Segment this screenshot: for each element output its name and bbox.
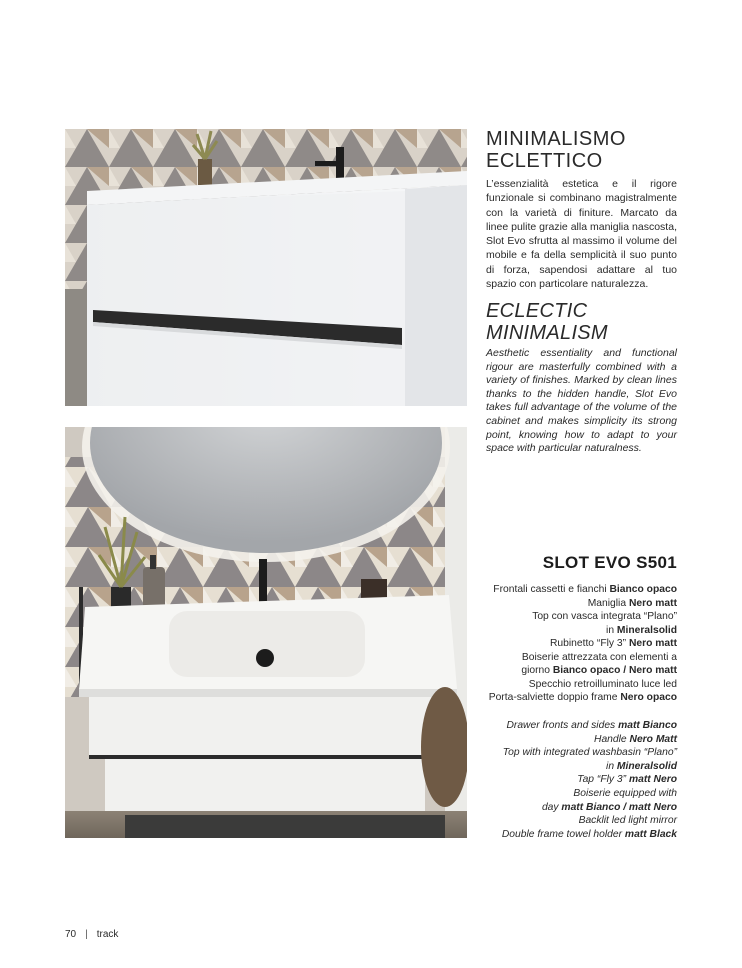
spec-line: giorno Bianco opaco / Nero matt <box>521 665 677 676</box>
spec-line: Boiserie attrezzata con elementi a <box>521 651 677 663</box>
spec-line: Double frame towel holder matt Black <box>501 828 677 840</box>
spec-line: Handle Nero Matt <box>594 733 677 745</box>
heading-italian-line1: MINIMALISMO <box>486 128 626 150</box>
spec-line: Top with integrated washbasin “Plano” <box>502 747 677 759</box>
heading-english-line2: MINIMALISM <box>486 322 608 344</box>
page-number: 70 <box>65 929 77 940</box>
spec-line: Maniglia Nero matt <box>587 597 677 609</box>
spec-line: Tap “Fly 3” matt Nero <box>577 774 677 786</box>
body-italian: L’essenzialità estetica e il rigore funzionale si combinano magistralmente con la varietà di finiture. Marcato da linee pulite grazie alla maniglia nascosta, Slot Evo sfrutta al massimo il volume del mobile e fa della semplicità il suo punto di forza, sapendosi adattare al tuo spazio con particolare naturalezza. <box>486 178 677 291</box>
product-title: SLOT EVO S501 <box>542 553 677 572</box>
spec-line: Frontali cassetti e fianchi Bianco opaco <box>493 584 677 595</box>
spec-line: in Mineralsolid <box>606 760 677 772</box>
spec-list-english <box>417 719 677 841</box>
footer-separator: | <box>85 929 88 940</box>
body-english: Aesthetic essentiality and functional rigour are masterfully combined with a variety of finishes. Marked by clean lines thanks to the hidden handle, Slot Evo takes full advantage of the volume of the cabinet and makes simplicity its strong point, knowing how to adapt to your space with particular naturalness. <box>486 347 677 455</box>
spec-line: Boiserie equipped with <box>573 787 677 799</box>
cabinet-detail-photo <box>65 129 467 406</box>
heading-italian-line2: ECLETTICO <box>486 150 603 172</box>
spec-line: Specchio retroilluminato luce led <box>528 678 677 690</box>
spec-line: Backlit led light mirror <box>578 815 677 827</box>
page-footer <box>65 929 118 940</box>
spec-line: Porta-salviette doppio frame Nero opaco <box>488 692 677 703</box>
spec-line: in Mineralsolid <box>606 624 677 636</box>
vanity-photo <box>65 427 467 838</box>
spec-list-italian <box>417 583 677 705</box>
spec-line: Drawer fronts and sides matt Bianco <box>506 720 677 731</box>
spec-line: day matt Bianco / matt Nero <box>541 801 677 813</box>
spec-line: Top con vasca integrata “Plano” <box>532 611 677 622</box>
heading-english-line1: ECLECTIC <box>486 300 588 322</box>
spec-line: Rubinetto “Fly 3” Nero matt <box>549 638 677 649</box>
brand-name: track <box>96 929 119 940</box>
